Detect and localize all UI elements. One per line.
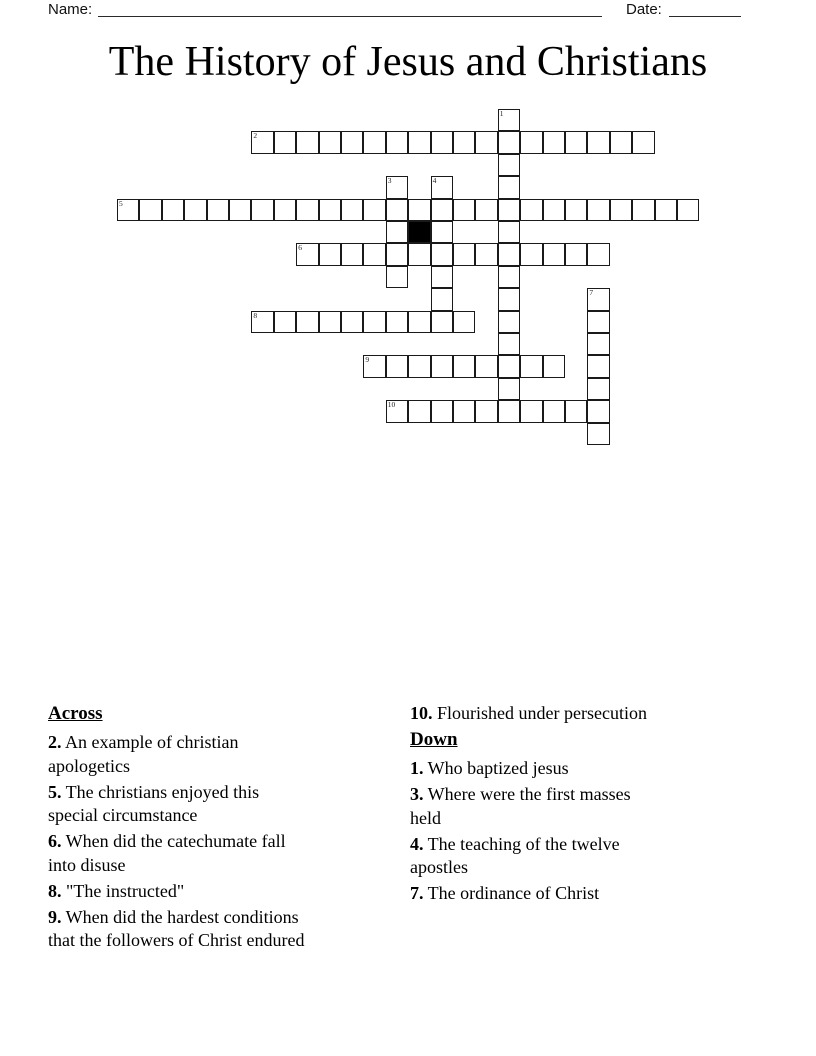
clue-number: 5. (48, 781, 62, 802)
crossword-cell[interactable] (431, 199, 453, 221)
crossword-cell[interactable] (475, 131, 497, 153)
across-clue (48, 731, 386, 778)
crossword-cell[interactable] (386, 243, 408, 265)
clue-number: 4. (410, 833, 424, 854)
crossword-cell[interactable] (498, 355, 520, 377)
crossword-cell[interactable] (296, 311, 318, 333)
crossword-cell[interactable] (610, 131, 632, 153)
crossword-cell[interactable] (520, 131, 542, 153)
clue-line: into disuse (48, 854, 126, 875)
crossword-cell[interactable] (363, 131, 385, 153)
clue-number: 8. (48, 880, 62, 901)
crossword-cell[interactable] (475, 243, 497, 265)
crossword-cell[interactable] (453, 199, 475, 221)
crossword-cell[interactable] (274, 311, 296, 333)
crossword-cell[interactable] (498, 221, 520, 243)
crossword-cell[interactable] (431, 288, 453, 310)
across-clue (48, 781, 386, 828)
crossword-cell[interactable] (498, 266, 520, 288)
crossword-cell[interactable] (565, 243, 587, 265)
crossword-cell[interactable] (498, 176, 520, 198)
crossword-cell[interactable] (543, 131, 565, 153)
crossword-cell[interactable] (341, 311, 363, 333)
crossword-cell[interactable] (408, 199, 430, 221)
crossword-cell[interactable] (139, 199, 161, 221)
clue-line: 9. When did the hardest conditions (48, 906, 299, 927)
crossword-cell[interactable] (587, 423, 609, 445)
down-clue (410, 882, 748, 906)
clues-column-right (410, 702, 748, 908)
name-blank-line (98, 1, 602, 17)
crossword-cell[interactable] (587, 311, 609, 333)
cell-number: 1 (499, 109, 504, 118)
crossword-cell[interactable] (520, 355, 542, 377)
crossword-cell[interactable] (319, 199, 341, 221)
crossword-cell[interactable] (386, 199, 408, 221)
clue-number: 1. (410, 758, 424, 778)
clue-line: 2. An example of christian (48, 732, 239, 752)
clue-line: 4. The teaching of the twelve (410, 833, 620, 854)
crossword-cell[interactable] (341, 243, 363, 265)
crossword-cell[interactable] (229, 199, 251, 221)
clue-number: 6. (48, 831, 62, 851)
crossword-cell[interactable] (408, 243, 430, 265)
cell-number: 3 (387, 176, 392, 186)
page-title: The History of Jesus and Christians (108, 39, 708, 85)
crossword-cell[interactable] (587, 355, 609, 377)
crossword-cell[interactable] (498, 400, 520, 422)
crossword-cell[interactable] (632, 131, 654, 153)
crossword-cell[interactable] (543, 243, 565, 265)
crossword-cell[interactable] (498, 288, 520, 310)
crossword-cell[interactable] (587, 400, 609, 422)
crossword-cell[interactable] (632, 199, 654, 221)
cell-number: 8 (253, 310, 258, 320)
across-header: Across (48, 703, 103, 724)
crossword-cell[interactable] (453, 131, 475, 153)
clue-number: 10. (410, 703, 433, 723)
crossword-cell[interactable] (386, 131, 408, 153)
down-clue (410, 783, 748, 830)
crossword-cell[interactable] (587, 199, 609, 221)
crossword-cell[interactable] (274, 199, 296, 221)
crossword-cell[interactable] (386, 311, 408, 333)
across-clue (48, 830, 386, 877)
crossword-cell[interactable] (386, 400, 408, 422)
crossword-cell[interactable] (431, 311, 453, 333)
crossword-cell[interactable] (587, 333, 609, 355)
crossword-cell[interactable] (431, 400, 453, 422)
cell-number: 9 (365, 355, 370, 365)
clue-line: held (410, 807, 441, 828)
crossword-cell[interactable] (251, 131, 273, 153)
crossword-cell[interactable] (610, 199, 632, 221)
crossword-cell[interactable] (498, 333, 520, 355)
crossword-cell[interactable] (520, 400, 542, 422)
cell-number: 10 (387, 400, 396, 410)
cell-number: 7 (589, 288, 594, 298)
crossword-grid (117, 109, 700, 446)
clue-line: 3. Where were the first masses (410, 784, 631, 804)
cell-number: 4 (432, 176, 437, 186)
crossword-cell[interactable] (386, 355, 408, 377)
crossword-cell[interactable] (498, 199, 520, 221)
clue-line: apostles (410, 857, 468, 877)
clue-number: 9. (48, 906, 62, 927)
clue-line: 1. Who baptized jesus (410, 758, 569, 778)
crossword-cell[interactable] (498, 109, 520, 131)
crossword-cell-black (408, 221, 430, 243)
date-blank-line (669, 1, 741, 17)
crossword-cell[interactable] (587, 288, 609, 310)
crossword-cell[interactable] (498, 131, 520, 153)
name-label: Name: (48, 1, 93, 18)
crossword-cell[interactable] (520, 199, 542, 221)
crossword-cell[interactable] (587, 378, 609, 400)
crossword-cell[interactable] (453, 311, 475, 333)
crossword-cell[interactable] (386, 221, 408, 243)
clue-line: 8. "The instructed" (48, 880, 185, 901)
crossword-cell[interactable] (655, 199, 677, 221)
crossword-cell[interactable] (587, 131, 609, 153)
crossword-cell[interactable] (453, 355, 475, 377)
crossword-cell[interactable] (677, 199, 699, 221)
crossword-cell[interactable] (341, 199, 363, 221)
crossword-cell[interactable] (475, 400, 497, 422)
cell-number: 6 (298, 243, 302, 253)
clue-line: special circumstance (48, 805, 198, 825)
clue-number: 2. (48, 732, 62, 752)
crossword-cell[interactable] (453, 243, 475, 265)
crossword-cell[interactable] (431, 131, 453, 153)
crossword-cell[interactable] (207, 199, 229, 221)
crossword-cell[interactable] (475, 355, 497, 377)
crossword-cell[interactable] (296, 199, 318, 221)
crossword-cell[interactable] (296, 131, 318, 153)
across-clue (410, 702, 748, 726)
down-clue (410, 757, 748, 781)
crossword-cell[interactable] (431, 243, 453, 265)
crossword-cell[interactable] (498, 378, 520, 400)
clue-line: apologetics (48, 755, 130, 776)
crossword-cell[interactable] (251, 199, 273, 221)
down-header: Down (410, 729, 458, 750)
crossword-cell[interactable] (453, 400, 475, 422)
crossword-cell[interactable] (543, 400, 565, 422)
crossword-cell[interactable] (319, 311, 341, 333)
crossword-cell[interactable] (408, 400, 430, 422)
crossword-cell[interactable] (475, 199, 497, 221)
crossword-cell[interactable] (363, 311, 385, 333)
crossword-cell[interactable] (251, 311, 273, 333)
cell-number: 5 (119, 198, 123, 208)
across-clue (48, 906, 386, 953)
crossword-cell[interactable] (498, 311, 520, 333)
crossword-cell[interactable] (543, 355, 565, 377)
crossword-cell[interactable] (498, 243, 520, 265)
crossword-cell[interactable] (520, 243, 542, 265)
clue-number: 7. (410, 883, 424, 903)
crossword-cell[interactable] (341, 131, 363, 153)
date-label: Date: (626, 1, 662, 18)
across-clue (48, 880, 386, 904)
crossword-cell[interactable] (431, 266, 453, 288)
clue-line: 7. The ordinance of Christ (410, 883, 600, 903)
clue-line: 6. When did the catechumate fall (48, 831, 286, 851)
crossword-cell[interactable] (319, 131, 341, 153)
crossword-cell[interactable] (565, 131, 587, 153)
crossword-cell[interactable] (117, 199, 139, 221)
crossword-cell[interactable] (274, 131, 296, 153)
crossword-cell[interactable] (565, 400, 587, 422)
clue-line: that the followers of Christ endured (48, 930, 305, 950)
crossword-cell[interactable] (296, 243, 318, 265)
crossword-cell[interactable] (363, 243, 385, 265)
crossword-cell[interactable] (431, 221, 453, 243)
crossword-cell[interactable] (363, 355, 385, 377)
crossword-cell[interactable] (431, 355, 453, 377)
crossword-cell[interactable] (319, 243, 341, 265)
crossword-cell[interactable] (565, 199, 587, 221)
crossword-cell[interactable] (408, 131, 430, 153)
crossword-cell[interactable] (162, 199, 184, 221)
clues-column-left (48, 702, 386, 955)
crossword-cell[interactable] (184, 199, 206, 221)
crossword-cell[interactable] (408, 311, 430, 333)
clue-number: 3. (410, 784, 424, 804)
clue-line: 10. Flourished under persecution (410, 703, 647, 723)
cell-number: 2 (253, 131, 258, 141)
crossword-cell[interactable] (587, 243, 609, 265)
crossword-cell[interactable] (431, 176, 453, 198)
crossword-cell[interactable] (543, 199, 565, 221)
crossword-cell[interactable] (498, 154, 520, 176)
crossword-cell[interactable] (386, 266, 408, 288)
crossword-cell[interactable] (363, 199, 385, 221)
crossword-cell[interactable] (408, 355, 430, 377)
crossword-cell[interactable] (386, 176, 408, 198)
down-clue (410, 833, 748, 880)
clue-line: 5. The christians enjoyed this (48, 781, 260, 802)
